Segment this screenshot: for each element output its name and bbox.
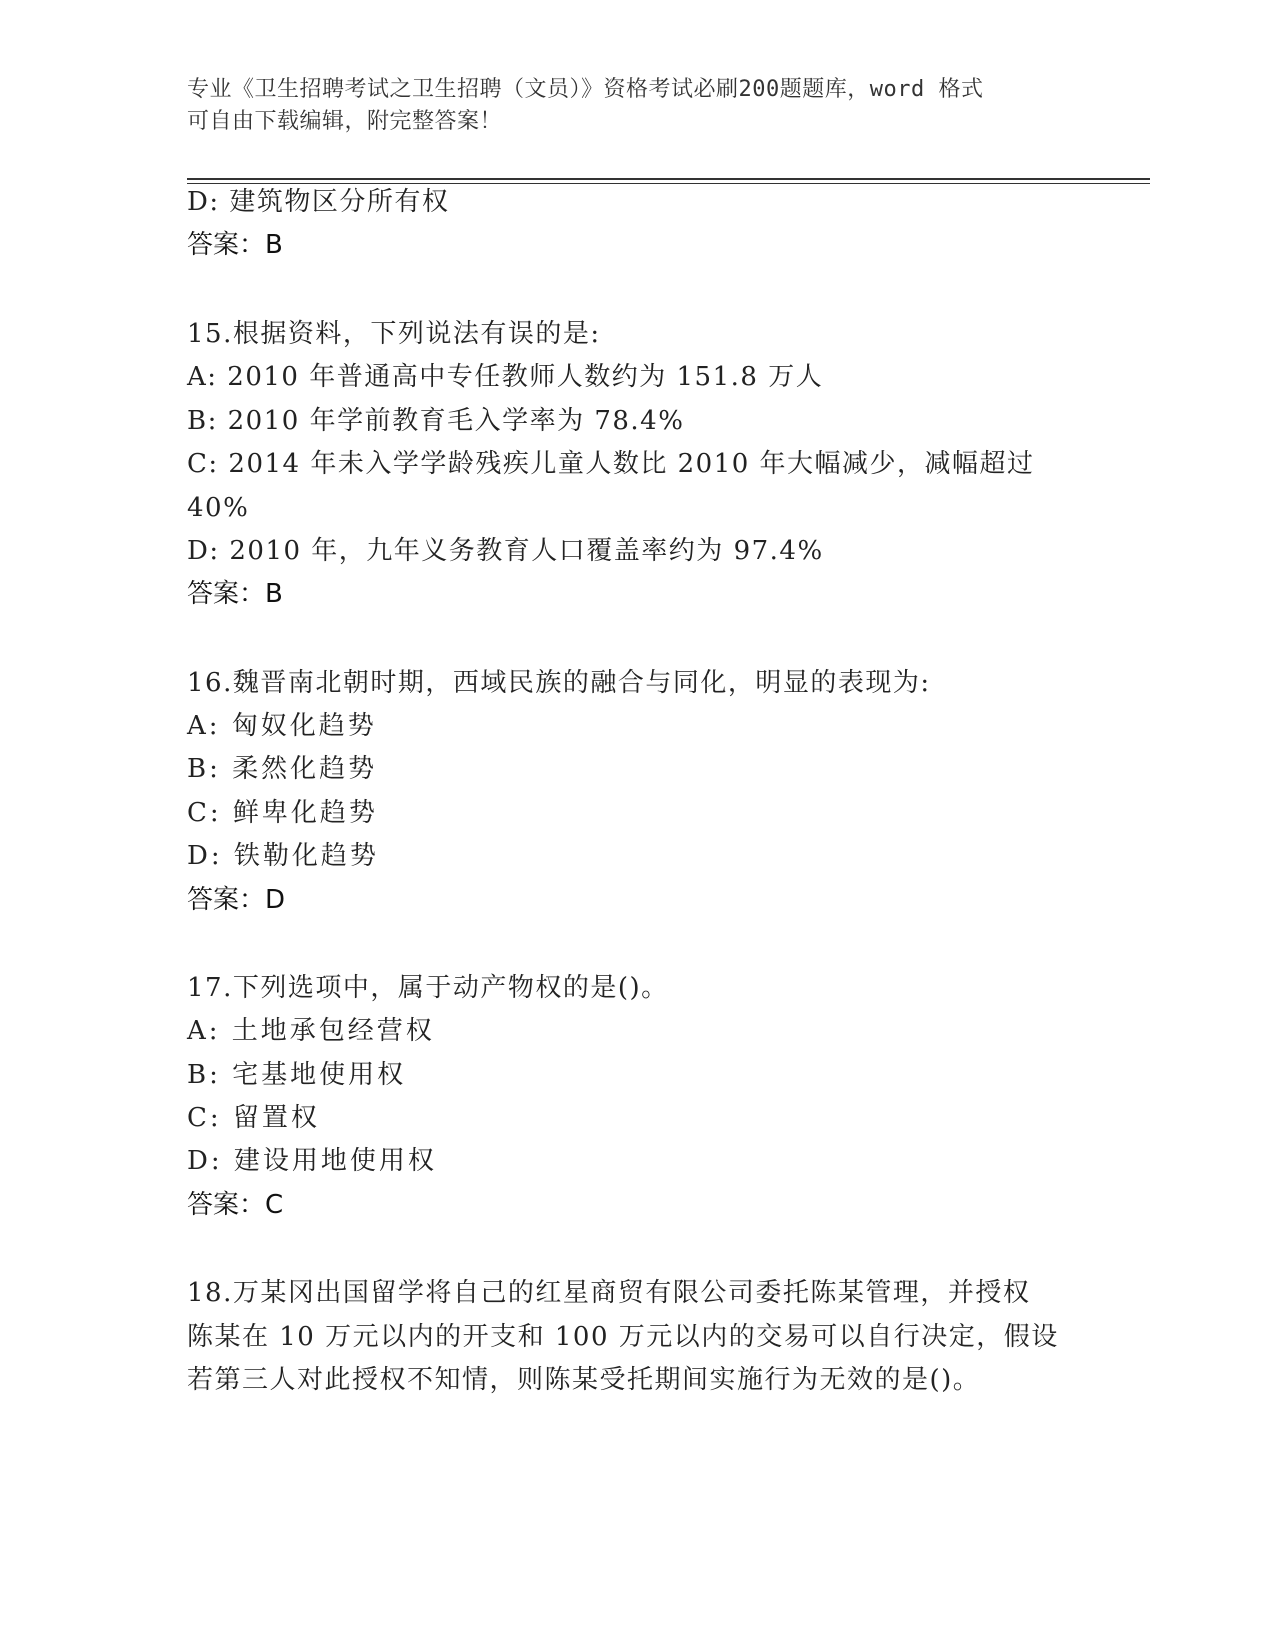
q17-option-a: A: 土地承包经营权 [187,1016,435,1046]
q15-option-a: A: 2010 年普通高中专任教师人数约为 151.8 万人 [187,362,824,392]
q16-option-d: D: 铁勒化趋势 [187,841,379,871]
q16-stem: 16.魏晋南北朝时期，西域民族的融合与同化，明显的表现为: [187,668,931,698]
prev-question-option-d: D: 建筑物区分所有权 [187,187,450,217]
q18-stem-line-3: 若第三人对此授权不知情，则陈某受托期间实施行为无效的是()。 [187,1365,981,1395]
q16-option-a: A: 匈奴化趋势 [187,711,377,741]
q18-stem-line-2: 陈某在 10 万元以内的开支和 100 万元以内的交易可以自行决定，假设 [187,1322,1059,1352]
q17-answer: 答案：C [187,1190,284,1220]
q15-option-c-line-2: 40% [187,493,250,523]
q17-option-d: D: 建设用地使用权 [187,1146,437,1176]
header-title-line-2: 可自由下载编辑，附完整答案！ [187,109,503,134]
q15-stem: 15.根据资料，下列说法有误的是: [187,319,601,349]
q16-answer: 答案：D [187,885,286,915]
q16-option-c: C: 鲜卑化趋势 [187,798,378,828]
header-divider-thick [187,178,1150,180]
q18-stem-line-1: 18.万某冈出国留学将自己的红星商贸有限公司委托陈某管理，并授权 [187,1278,1031,1308]
q16-option-b: B: 柔然化趋势 [187,754,378,784]
q17-stem: 17.下列选项中，属于动产物权的是()。 [187,973,669,1003]
prev-question-answer: 答案：B [187,230,283,260]
q17-option-b: B: 宅基地使用权 [187,1060,407,1090]
q17-option-c: C: 留置权 [187,1103,320,1133]
header-title-line-1: 专业《卫生招聘考试之卫生招聘（文员）》资格考试必刷200题题库，word 格式 [187,77,984,102]
document-header [187,74,1067,138]
q15-option-d: D: 2010 年，九年义务教育人口覆盖率约为 97.4% [187,536,824,566]
q15-option-b: B: 2010 年学前教育毛入学率为 78.4% [187,406,685,436]
q15-answer: 答案：B [187,579,283,609]
q15-option-c-line-1: C: 2014 年未入学学龄残疾儿童人数比 2010 年大幅减少，减幅超过 [187,449,1035,479]
